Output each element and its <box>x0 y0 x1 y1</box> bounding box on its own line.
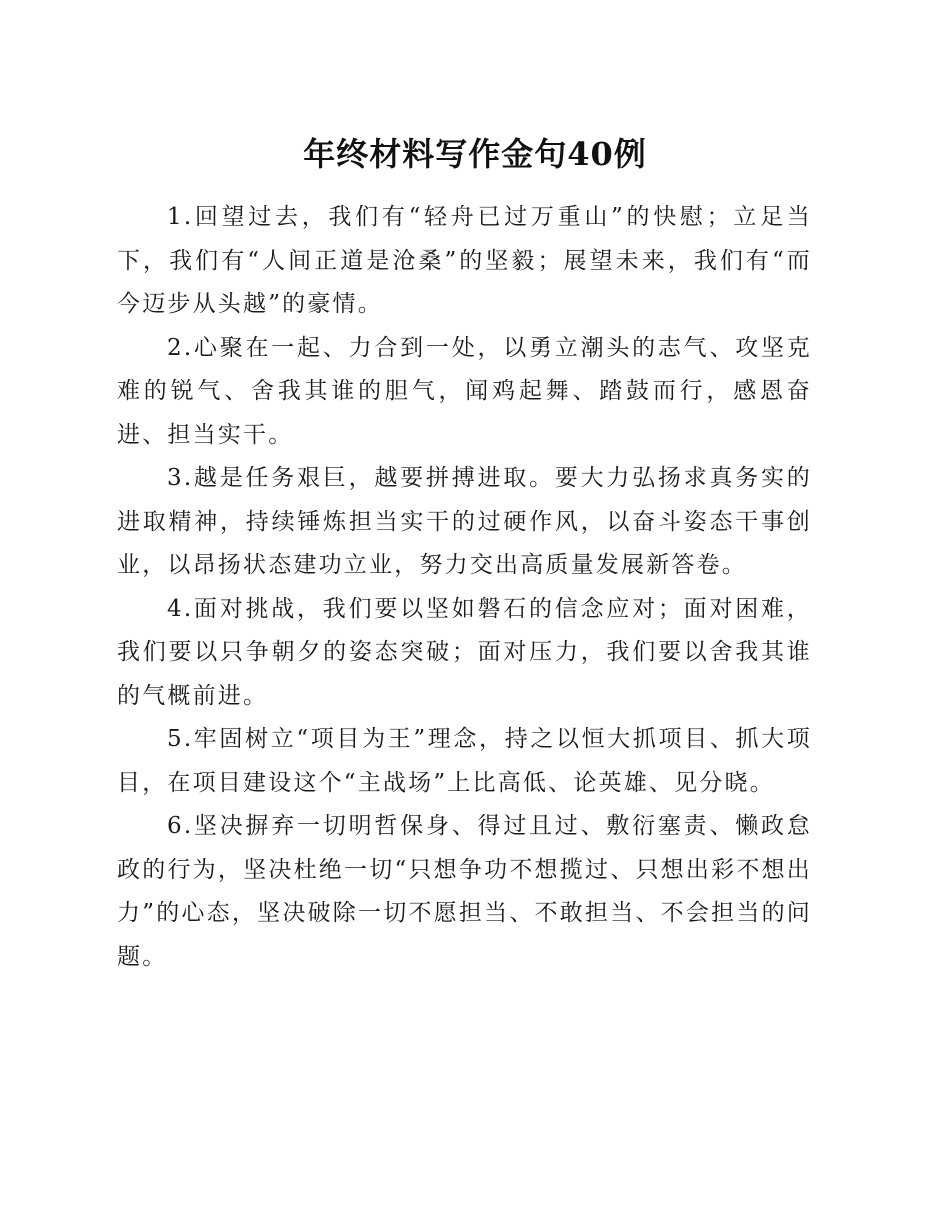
paragraph-3: 3.越是任务艰巨，越要拼搏进取。要大力弘扬求真务实的进取精神，持续锤炼担当实干的过硬作风，以奋斗姿态干事创业，以昂扬状态建功立业，努力交出高质量发展新答卷。 <box>117 465 812 578</box>
paragraph-4: 4.面对挑战，我们要以坚如磐石的信念应对；面对困难，我们要以只争朝夕的姿态突破；面对压力，我们要以舍我其谁的气概前进。 <box>117 595 812 709</box>
paragraph-2: 2.心聚在一起、力合到一处，以勇立潮头的志气、攻坚克难的锐气、舍我其谁的胆气，闻鸡起舞、踏鼓而行，感恩奋进、担当实干。 <box>117 334 812 448</box>
paragraph-5: 5.牢固树立“项目为王”理念，持之以恒大抓项目、抓大项目，在项目建设这个“主战场”上比高低、论英雄、见分晓。 <box>117 726 812 796</box>
paragraph-6: 6.坚决摒弃一切明哲保身、得过且过、敷衍塞责、懒政怠政的行为，坚决杜绝一切“只想争功不想揽过、只想出彩不想出力”的心态，坚决破除一切不愿担当、不敢担当、不会担当的问题。 <box>117 813 812 970</box>
page-title: 年终材料写作金句40例 <box>303 135 647 173</box>
paragraph-1: 1.回望过去，我们有“轻舟已过万重山”的快慰；立足当下，我们有“人间正道是沧桑”的坚毅；展望未来，我们有“而今迈步从头越”的豪情。 <box>117 204 812 317</box>
document-body <box>117 196 812 979</box>
